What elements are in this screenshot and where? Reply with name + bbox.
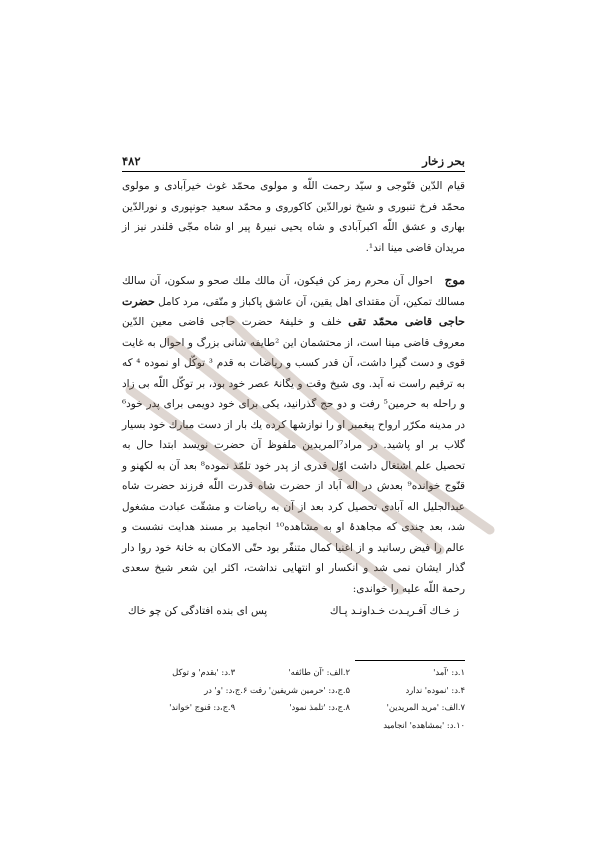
person-name: حضرت حاجی قاضی محمّد تقی — [122, 294, 465, 328]
footnote-row — [120, 682, 465, 700]
verse-hemistich-left: پس ای بنده افتادگی کن چو خاك — [128, 605, 268, 617]
page-number: ۴۸۲ — [122, 154, 141, 168]
footnote: ۱۰.د: 'بمشاهده' انجامید — [383, 719, 465, 730]
footnote: ۷.الف: 'مرید المریدین' — [386, 702, 465, 712]
paragraph — [122, 270, 465, 599]
body-text — [122, 176, 465, 622]
footnote-row — [120, 717, 465, 735]
page-header — [122, 152, 465, 168]
running-title: بحر زخار — [422, 154, 465, 168]
footnote: ۸.ج،د: 'تلمذ نمود' — [289, 702, 351, 712]
footnote-row — [120, 699, 465, 717]
footnote-row — [120, 664, 465, 682]
footnote: ۱.د: 'آمد' — [433, 667, 465, 677]
header-rule — [122, 171, 465, 172]
footnote-rule — [355, 660, 465, 661]
verse — [122, 601, 465, 622]
footnotes — [120, 664, 465, 734]
footnote: ۳.د: 'بقدم' و توکل — [172, 667, 236, 677]
paragraph-text: خلف و خلیفۂ حضرت حاجی قاضی معین الدّین معروف قاضی مینا است، از محتشمان این ²طایفه شانی بزرگ و احوال به غایت قوی و دست گیرا داشت، آن قدر کسب و ریاضات به قدم ³ توکّل او نموده ⁴ که به ترقیم راست نه آید. وی شیخ وقت و یگانۂ عصر خود بود، بر توکّل اللّه بی زاد و راحله به حرمین⁵ رفت و دو حج گذرانید، یکی برای خود دویمی برای پدر خود⁶ در مدینه مکرّر ارواح پیغمبر او را نوازشها کرده یك بار از دست مبارك خود بسیار گلاب بر او پاشید. در مراد⁷المریدین ملفوظ آن حضرت نویسد ابتدا حال به تحصیل علم اشتغال داشت اوّل قدری از پدر خود تلمّذ نموده⁸ بعد آن به لکهنو و قنّوج خوانده⁹ بعدش در اله آباد از حضرت شاه قدرت اللّه فرزند حضرت شاه عبدالجلیل اله آبادی تحصیل کرد بعد از آن به ریاضات و مشقّت عبادت مشغول شد، بعد چندی که مجاهدۂ او به مشاهده¹⁰ انجامید بر مسند هدایت نشست و عالم را فیض رسانید و از اغنیا کمال متنفّر بود حتّی الامکان به خانۂ خود روا دار گذار ایشان نمی شد و انکسار او انتهایی نداشت، اکثر این شعر شیخ سعدی رحمة اللّه علیه را خواندی: — [122, 316, 466, 595]
section-lead: موج — [444, 273, 465, 287]
paragraph-text: احوال آن محرم رمز کن فیکون، آن مالك ملك صحو و سکون، آن سالك مسالك تمکین، آن مقتدای اهل یقین، آن عاشق پاکباز و متّقی، مرد کامل — [122, 275, 465, 308]
footnote: ۹.ج،د: قنوج 'خواند' — [169, 702, 236, 712]
footnote: ۲.الف: 'آن طائفه' — [288, 667, 351, 677]
paragraph: قیام الدّین قنّوجی و سیّد رحمت اللّه و مولوی محمّد غوث خیرآبادی و مولوی محمّد فرخ تنبوری و شیخ نورالدّین کاکوروی و محمّد سعید جونپوری و نورالدّین بهاری و عشق اللّه اکبرآبادی و شاه یحیی نبیرۂ پیر او شاه مجّی قلندر نیز از مریدان قاضی مینا اند¹. — [122, 180, 465, 254]
verse-hemistich-right: ز خـاك آفـریـدت خـداونـد پـاك — [329, 605, 459, 617]
footnote: ۵.ج،د: 'حرمین شریفین' رفت ۶.ج،د: 'و' در — [204, 684, 351, 695]
footnote: ۴.د: 'نموده' ندارد — [405, 684, 465, 695]
